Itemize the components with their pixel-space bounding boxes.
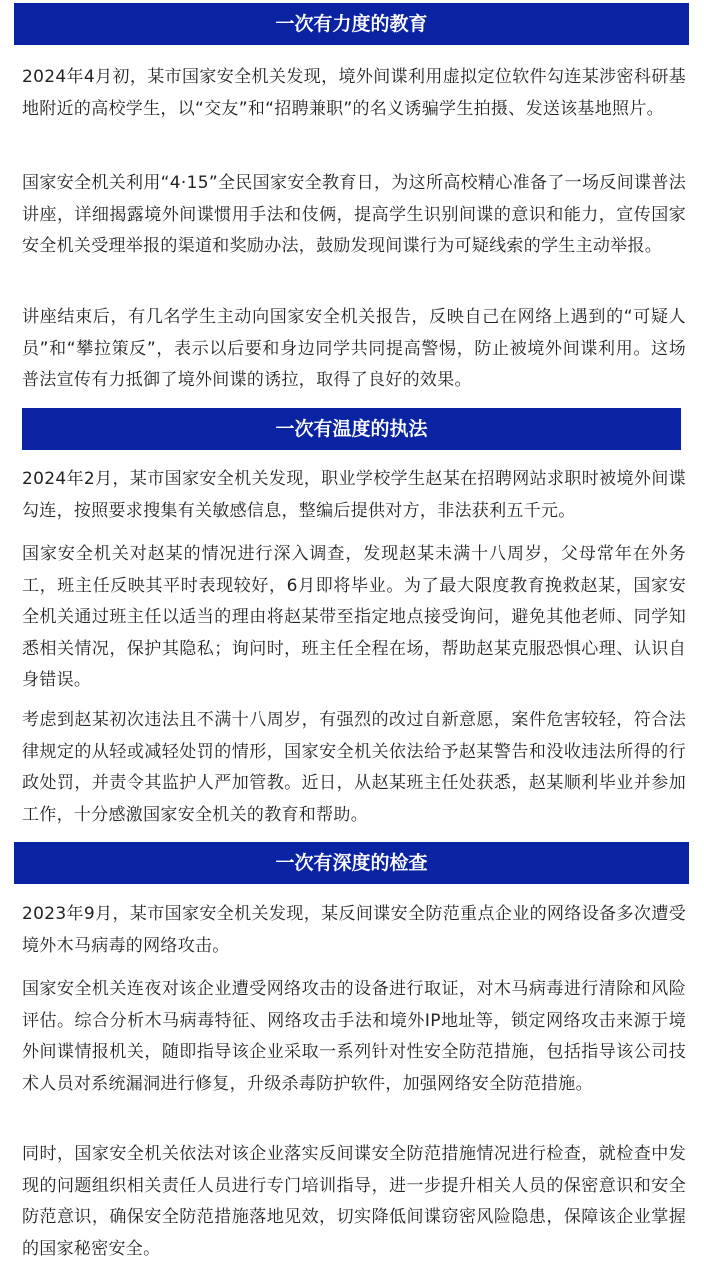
section-3-paragraph-1: 2023年9月，某市国家安全机关发现，某反间谍安全防范重点企业的网络设备多次遭受境外木马病毒的网络攻击。: [22, 904, 686, 956]
section-1-paragraph-3: 讲座结束后，有几名学生主动向国家安全机关报告，反映自己在网络上遇到的“可疑人员”和“攀拉策反”，表示以后要和身边同学共同提高警惕，防止被境外间谍利用。这场普法宣传有力抵御了境外间谍的诱拉，取得了良好的效果。: [22, 307, 686, 390]
section-2-paragraph-1: 2024年2月，某市国家安全机关发现，职业学校学生赵某在招聘网站求职时被境外间谍勾连，按照要求搜集有关敏感信息，整编后提供对方，非法获利五千元。: [22, 469, 686, 521]
section-1-paragraph-1: 2024年4月初，某市国家安全机关发现，境外间谍利用虚拟定位软件勾连某涉密科研基地附近的高校学生，以“交友”和“招聘兼职”的名义诱骗学生拍摄、发送该基地照片。: [22, 67, 686, 119]
section-3-paragraph-2: 国家安全机关连夜对该企业遭受网络攻击的设备进行取证，对木马病毒进行清除和风险评估。综合分析木马病毒特征、网络攻击手法和境外IP地址等，锁定网络攻击来源于境外间谍情报机关，随即指导该企业采取一系列针对性安全防范措施，包括指导该公司技术人员对系统漏洞进行修复，升级杀毒防护软件，加强网络安全防范措施。: [22, 979, 686, 1094]
section-2-title: 一次有温度的执法: [22, 408, 681, 450]
section-2-paragraph-2: 国家安全机关对赵某的情况进行深入调查，发现赵某未满十八周岁，父母常年在外务工，班主任反映其平时表现较好，6月即将毕业。为了最大限度教育挽救赵某，国家安全机关通过班主任以适当的理由将赵某带至指定地点接受询问，避免其他老师、同学知悉相关情况，保护其隐私；询问时，班主任全程在场，帮助赵某克服恐惧心理、认识自身错误。: [22, 544, 686, 690]
section-1-paragraph-2: 国家安全机关利用“4·15”全民国家安全教育日，为这所高校精心准备了一场反间谍普法讲座，详细揭露境外间谍惯用手法和伎俩，提高学生识别间谍的意识和能力，宣传国家安全机关受理举报的渠道和奖励办法，鼓励发现间谍行为可疑线索的学生主动举报。: [22, 173, 686, 256]
section-1-title: 一次有力度的教育: [14, 3, 689, 45]
section-2-paragraph-3: 考虑到赵某初次违法且不满十八周岁，有强烈的改过自新意愿，案件危害较轻，符合法律规定的从轻或减轻处罚的情形，国家安全机关依法给予赵某警告和没收违法所得的行政处罚，并责令其监护人严加管教。近日，从赵某班主任处获悉，赵某顺利毕业并参加工作，十分感激国家安全机关的教育和帮助。: [22, 710, 686, 825]
section-3-title: 一次有深度的检查: [14, 842, 689, 884]
section-3-paragraph-3: 同时，国家安全机关依法对该企业落实反间谍安全防范措施情况进行检查，就检查中发现的问题组织相关责任人员进行专门培训指导，进一步提升相关人员的保密意识和安全防范意识，确保安全防范措施落地见效，切实降低间谍窃密风险隐患，保障该企业掌握的国家秘密安全。: [22, 1144, 686, 1259]
